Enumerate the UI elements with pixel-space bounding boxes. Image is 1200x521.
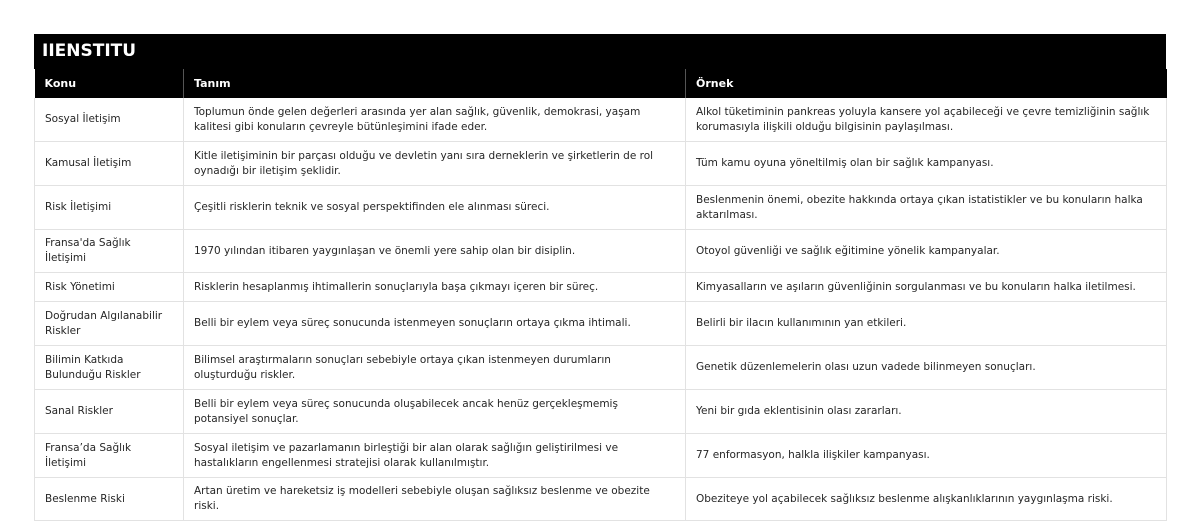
table-row: [35, 478, 1167, 521]
header-konu: Konu: [35, 69, 184, 98]
table-row: [35, 230, 1167, 273]
table-header-row: [35, 69, 1167, 98]
cell-tanim: Bilimsel araştırmaların sonuçları sebebiyle ortaya çıkan istenmeyen durumların oluşturduğu riskler.: [184, 346, 686, 390]
cell-ornek: 77 enformasyon, halkla ilişkiler kampanyası.: [686, 434, 1167, 478]
table-row: [35, 346, 1167, 390]
cell-konu: Kamusal İletişim: [35, 142, 184, 186]
cell-tanim: Toplumun önde gelen değerleri arasında yer alan sağlık, güvenlik, demokrasi, yaşam kalitesi gibi konuların çevreyle bütünleşimini ifade eder.: [184, 98, 686, 142]
cell-ornek: Otoyol güvenliği ve sağlık eğitimine yönelik kampanyalar.: [686, 230, 1167, 273]
table-row: [35, 142, 1167, 186]
table-row: [35, 302, 1167, 346]
cell-ornek: Obeziteye yol açabilecek sağlıksız beslenme alışkanlıklarının yaygınlaşma riski.: [686, 478, 1167, 521]
table-row: [35, 273, 1167, 302]
cell-konu: Bilimin Katkıda Bulunduğu Riskler: [35, 346, 184, 390]
cell-tanim: Belli bir eylem veya süreç sonucunda oluşabilecek ancak henüz gerçekleşmemiş potansiyel sonuçlar.: [184, 390, 686, 434]
cell-tanim: Çeşitli risklerin teknik ve sosyal perspektifinden ele alınması süreci.: [184, 186, 686, 230]
cell-ornek: Tüm kamu oyuna yöneltilmiş olan bir sağlık kampanyası.: [686, 142, 1167, 186]
cell-tanim: Risklerin hesaplanmış ihtimallerin sonuçlarıyla başa çıkmayı içeren bir süreç.: [184, 273, 686, 302]
cell-konu: Fransa’da Sağlık İletişimi: [35, 434, 184, 478]
table-row: [35, 98, 1167, 142]
cell-tanim: Sosyal iletişim ve pazarlamanın birleştiği bir alan olarak sağlığın geliştirilmesi ve hastalıkların engellenmesi stratejisi olarak kullanılmıştır.: [184, 434, 686, 478]
cell-tanim: Belli bir eylem veya süreç sonucunda istenmeyen sonuçların ortaya çıkma ihtimali.: [184, 302, 686, 346]
cell-ornek: Belirli bir ilacın kullanımının yan etkileri.: [686, 302, 1167, 346]
table-row: [35, 390, 1167, 434]
content-wrapper: [34, 34, 1166, 521]
cell-ornek: Genetik düzenlemelerin olası uzun vadede bilinmeyen sonuçları.: [686, 346, 1167, 390]
header-tanim: Tanım: [184, 69, 686, 98]
cell-konu: Risk Yönetimi: [35, 273, 184, 302]
header-ornek: Örnek: [686, 69, 1167, 98]
cell-konu: Doğrudan Algılanabilir Riskler: [35, 302, 184, 346]
cell-ornek: Kimyasalların ve aşıların güvenliğinin sorgulanması ve bu konuların halka iletilmesi.: [686, 273, 1167, 302]
cell-ornek: Yeni bir gıda eklentisinin olası zararları.: [686, 390, 1167, 434]
data-table: [34, 69, 1167, 521]
cell-ornek: Alkol tüketiminin pankreas yoluyla kansere yol açabileceği ve çevre temizliğinin sağlık korumasıyla ilişkili olduğu bilgisinin paylaşılması.: [686, 98, 1167, 142]
cell-konu: Sanal Riskler: [35, 390, 184, 434]
table-row: [35, 434, 1167, 478]
cell-konu: Risk İletişimi: [35, 186, 184, 230]
cell-tanim: 1970 yılından itibaren yaygınlaşan ve önemli yere sahip olan bir disiplin.: [184, 230, 686, 273]
cell-konu: Beslenme Riski: [35, 478, 184, 521]
table-row: [35, 186, 1167, 230]
cell-ornek: Beslenmenin önemi, obezite hakkında ortaya çıkan istatistikler ve bu konuların halka aktarılması.: [686, 186, 1167, 230]
cell-konu: Sosyal İletişim: [35, 98, 184, 142]
cell-tanim: Artan üretim ve hareketsiz iş modelleri sebebiyle oluşan sağlıksız beslenme ve obezite riski.: [184, 478, 686, 521]
brand-title: IIENSTITU: [34, 34, 1166, 69]
cell-konu: Fransa'da Sağlık İletişimi: [35, 230, 184, 273]
cell-tanim: Kitle iletişiminin bir parçası olduğu ve devletin yanı sıra derneklerin ve şirketlerin de rol oynadığı bir iletişim şeklidir.: [184, 142, 686, 186]
